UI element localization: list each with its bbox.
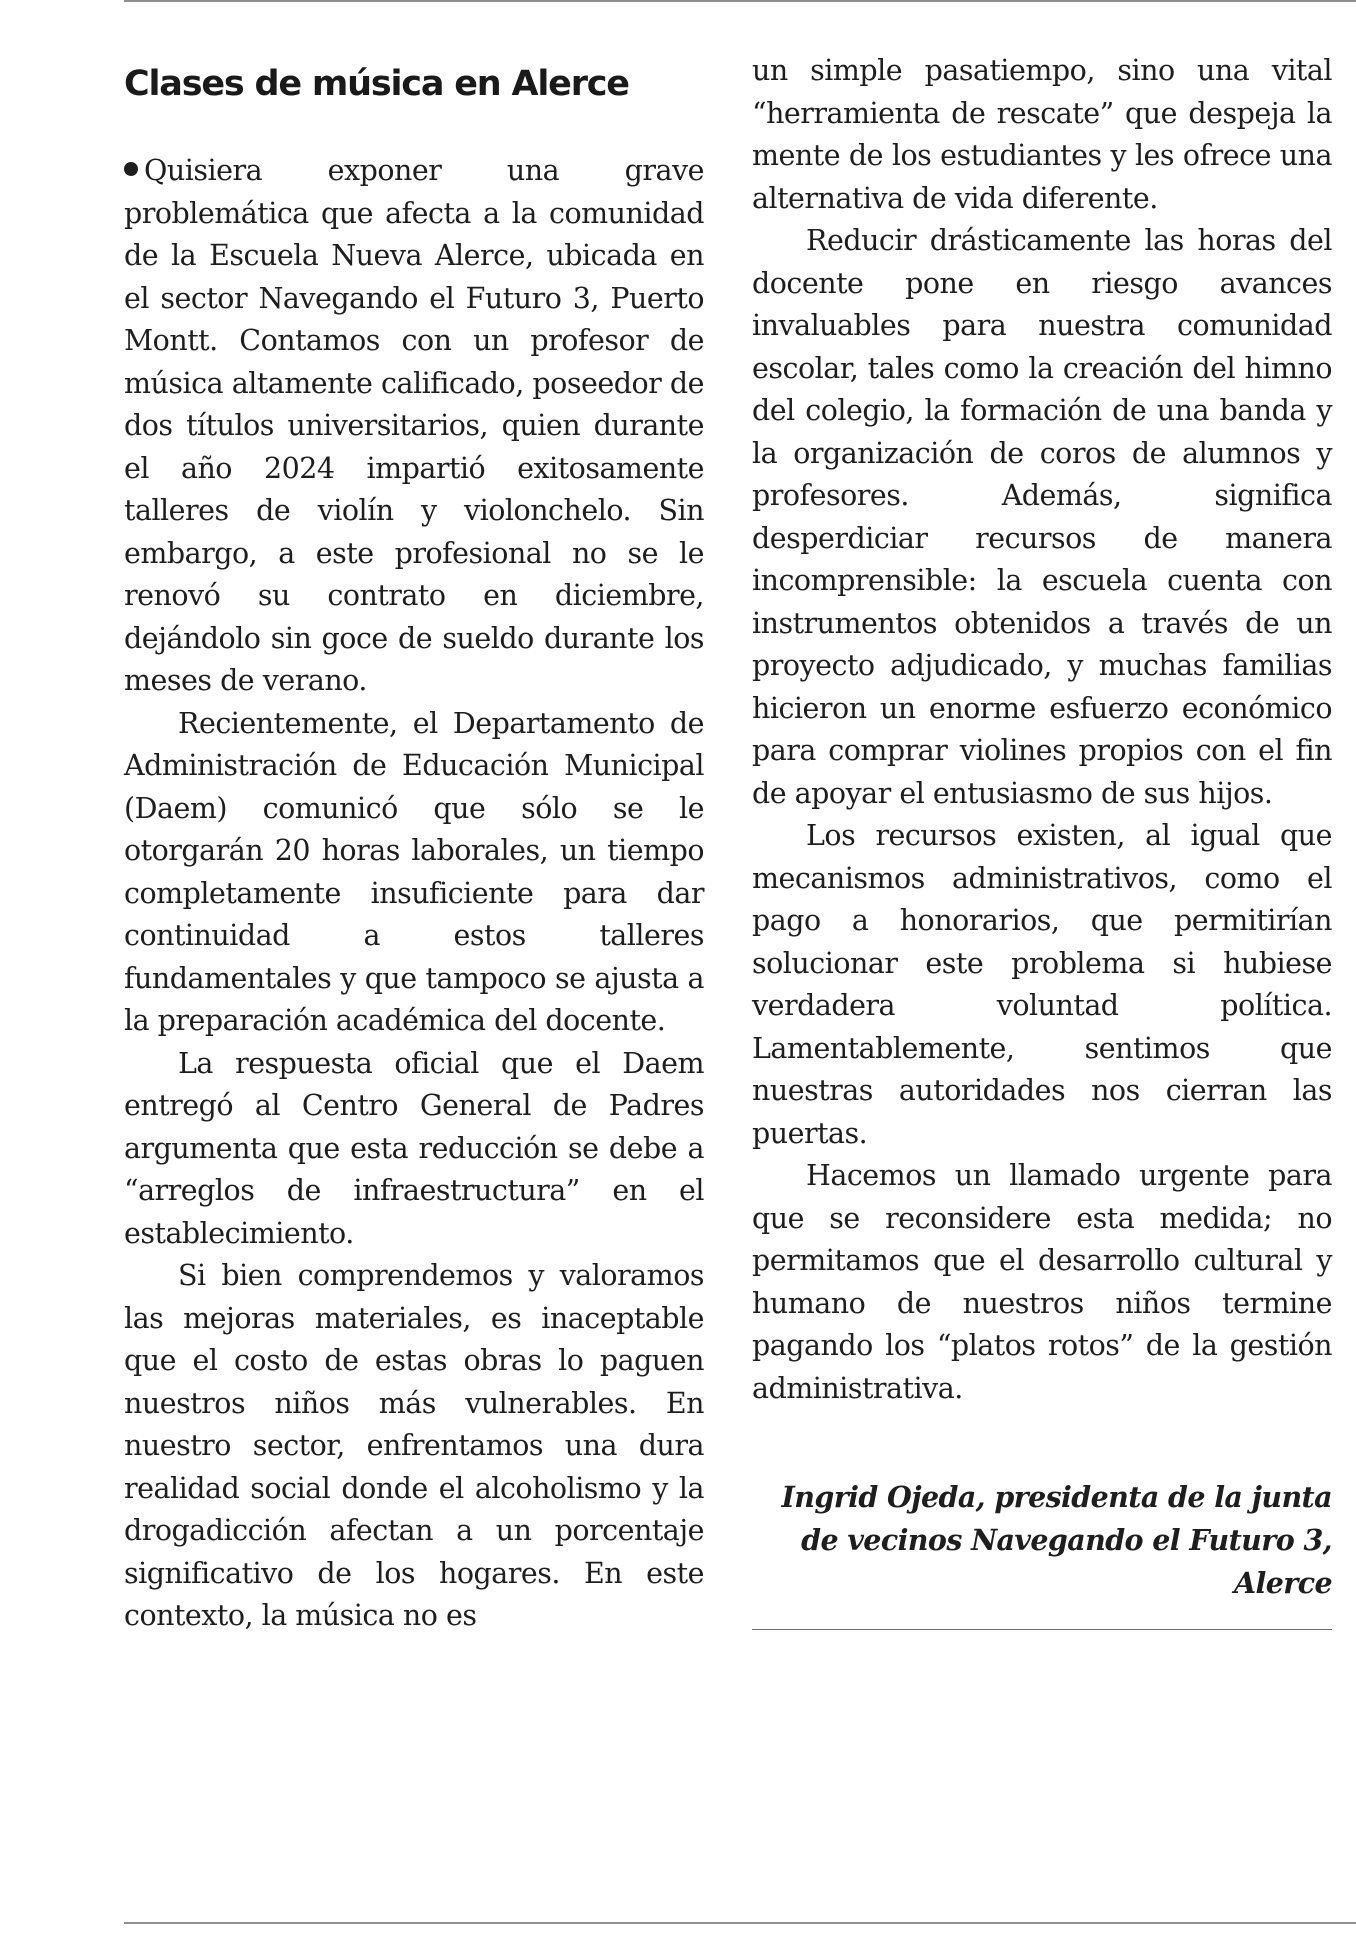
paragraph-1-text: Quisiera exponer una grave problemática que afecta a la comunidad de la Escuela Nueva Alerce, ubicada en el sector Navegando el Futuro 3, Puerto Montt. Contamos con un profesor de música altamente calificado, poseedor de dos títulos universitarios, quien durante el año 2024 impartió exitosamente talleres de violín y violonchelo. Sin embargo, a este profesional no se le renovó su contrato en diciembre, dejándolo sin goce de sueldo durante los meses de verano. [124,154,704,697]
top-rule [124,0,1356,2]
signature [752,1476,1332,1605]
paragraph-3: La respuesta oficial que el Daem entregó al Centro General de Padres argumenta que esta reducción se debe a “arreglos de infraestructura” en el establecimiento. [124,1046,704,1250]
headline: Clases de música en Alerce [124,64,629,104]
signature-rule [752,1629,1332,1630]
paragraph-4: Si bien comprendemos y valoramos las mejoras materiales, es inaceptable que el costo de estas obras lo paguen nuestros niños más vulnerables. En nuestro sector, enfrentamos una dura realidad social donde el alcoholismo y la drogadicción afectan a un porcentaje significativo de los hogares. En este contexto, la música no es [124,1259,704,1632]
paragraph-7: Los recursos existen, al igual que mecanismos administrativos, como el pago a honorarios, que permitirían solucionar este problema si hubiese verdadera voluntad política. Lamentablemente, sentimos que nuestras autoridades nos cierran las puertas. [752,819,1332,1150]
letter-page [124,50,1332,1910]
paragraph-2: Recientemente, el Departamento de Administración de Educación Municipal (Daem) comunicó que sólo se le otorgarán 20 horas laborales, un tiempo completamente insuficiente para dar continuidad a estos talleres fundamentales y que tampoco se ajusta a la preparación académica del docente. [124,706,704,1037]
paragraph-1 [124,150,704,703]
bullet-icon [124,162,138,176]
signature-line-1: Ingrid Ojeda, presidenta de la junta [781,1480,1332,1514]
signature-line-3: Alerce [1234,1566,1332,1600]
paragraph-6: Reducir drásticamente las horas del docente pone en riesgo avances invaluables para nuestra comunidad escolar, tales como la creación del himno del colegio, la formación de una banda y la organización de coros de alumnos y profesores. Además, significa desperdiciar recursos de manera incomprensible: la escuela cuenta con instrumentos obtenidos a través de un proyecto adjudicado, y muchas familias hicieron un enorme esfuerzo económico para comprar violines propios con el fin de apoyar el entusiasmo de sus hijos. [752,224,1332,810]
bottom-rule [124,1922,1356,1924]
right-column [752,50,1332,1630]
paragraph-5: un simple pasatiempo, sino una vital “herramienta de rescate” que despeja la mente de los estudiantes y les ofrece una alternativa de vida diferente. [752,54,1332,215]
signature-line-2: de vecinos Navegando el Futuro 3, [801,1523,1332,1557]
left-column [124,50,704,1638]
paragraph-8: Hacemos un llamado urgente para que se reconsidere esta medida; no permitamos que el desarrollo cultural y humano de nuestros niños termine pagando los “platos rotos” de la gestión administrativa. [752,1159,1332,1405]
